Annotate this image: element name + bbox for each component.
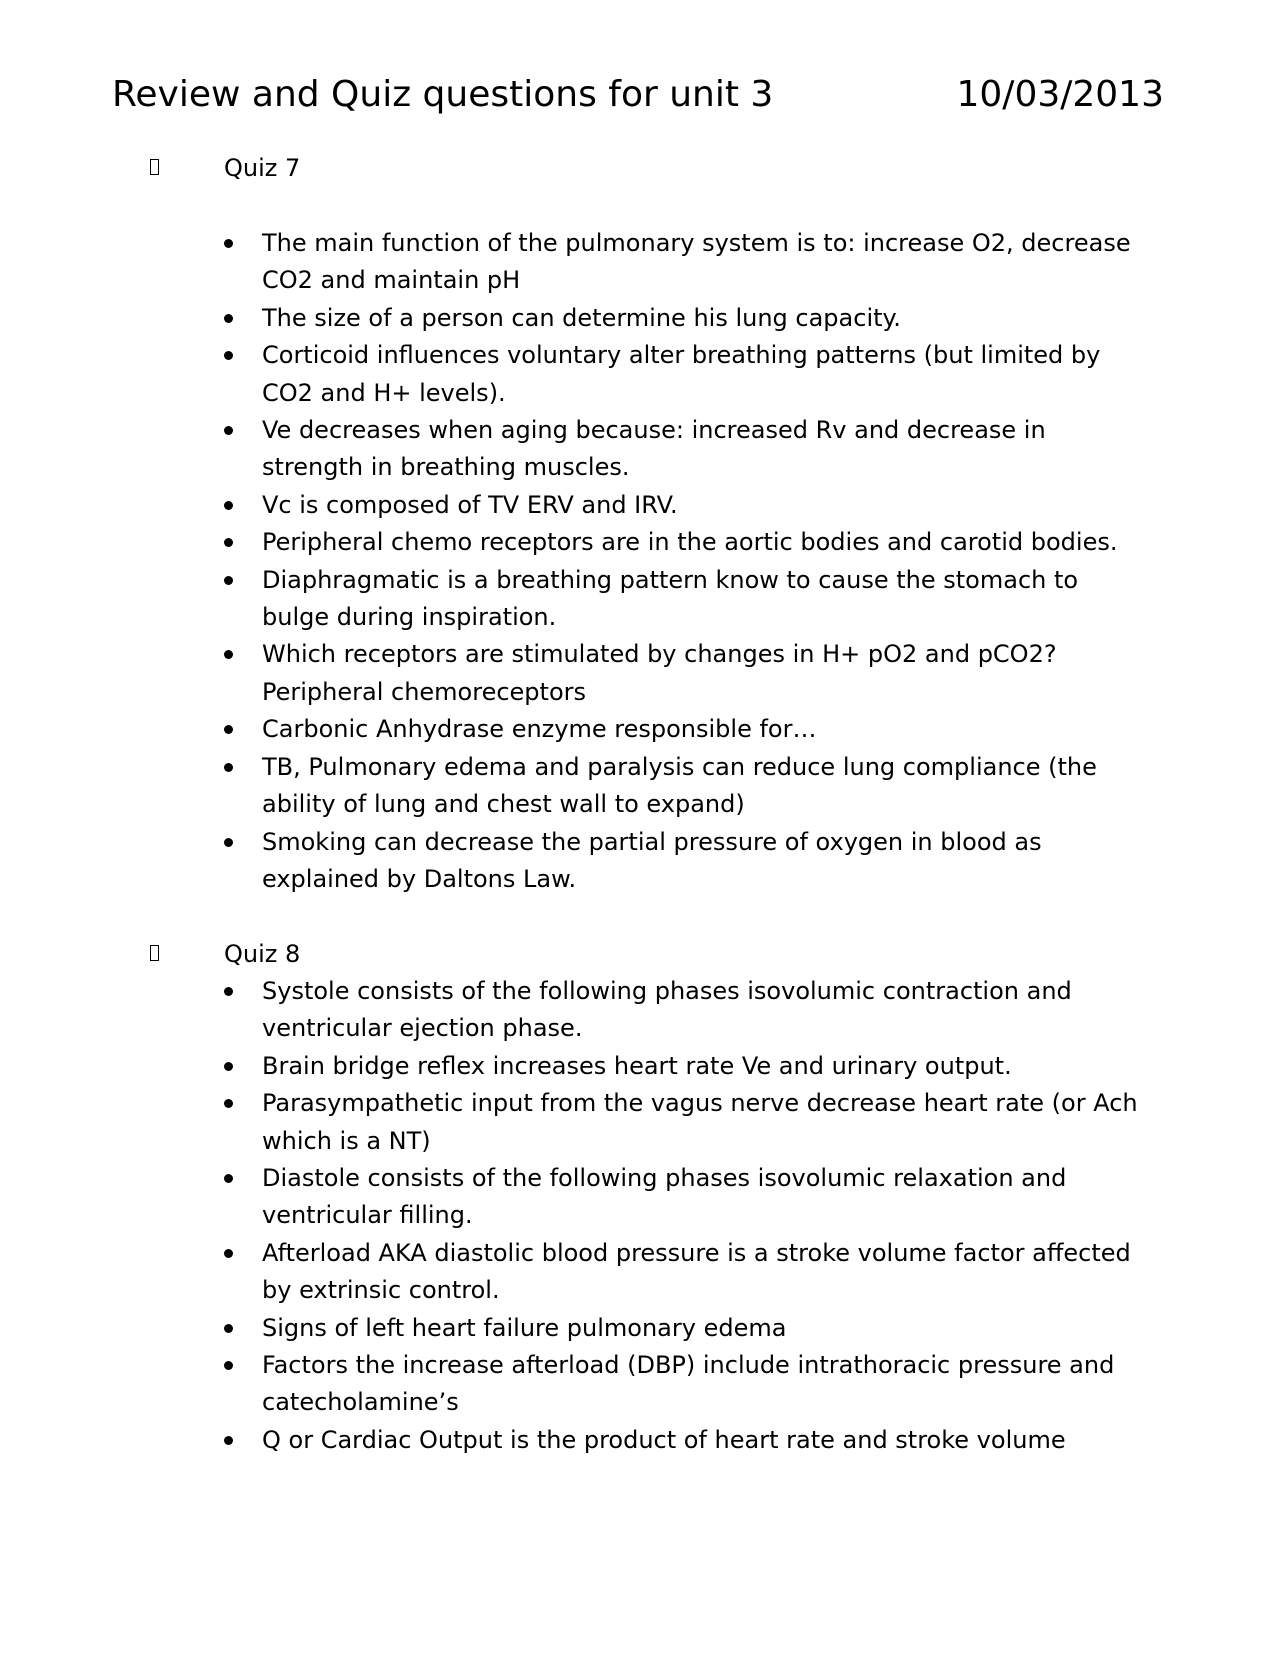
bullet-icon (224, 1436, 233, 1445)
list-item-text: Diaphragmatic is a breathing pattern know to cause the stomach to bulge during inspiration. (262, 565, 1079, 632)
list-item-text: Ve decreases when aging because: increased Rv and decrease in strength in breathing muscles. (262, 416, 1046, 482)
list-item-text: Diastole consists of the following phases isovolumic relaxation and ventricular filling. (262, 1164, 1067, 1230)
bullet-icon (224, 1062, 233, 1071)
bullet-icon (224, 1249, 233, 1258)
list-item (0, 1310, 1138, 1347)
bullet-icon (224, 576, 233, 585)
bullet-icon (224, 650, 233, 659)
list-item-text: Systole consists of the following phases isovolumic contraction and ventricular ejection phase. (262, 977, 1072, 1043)
list-item (0, 1422, 1138, 1459)
list-item-text: The size of a person can determine his lung capacity. (262, 303, 901, 332)
bullet-icon (224, 426, 233, 435)
list-item (0, 1048, 1138, 1085)
list-item (0, 1235, 1138, 1310)
title-row (112, 70, 1164, 120)
list-item-text: Factors the increase afterload (DBP) include intrathoracic pressure and catecholamine’s (262, 1351, 1115, 1417)
list-item (0, 1160, 1138, 1235)
list-item (0, 973, 1138, 1048)
document-date: 10/03/2013 (956, 74, 1164, 115)
list-item-text: Smoking can decrease the partial pressure of oxygen in blood as explained by Daltons Law. (262, 827, 1042, 893)
list-item (0, 636, 1138, 711)
bullet-icon (224, 239, 233, 248)
bullet-icon (224, 1361, 233, 1370)
bullet-icon (224, 351, 233, 360)
bullet-icon (224, 987, 233, 996)
list-item (0, 1085, 1138, 1160)
document-title: Review and Quiz questions for unit 3 (112, 74, 774, 115)
list-item-text: Peripheral chemo receptors are in the aortic bodies and carotid bodies. (262, 528, 1118, 557)
section-heading-label: Quiz 7 (224, 154, 301, 182)
bullet-icon (224, 725, 233, 734)
bullet-icon (224, 763, 233, 772)
list-item-text: Carbonic Anhydrase enzyme responsible for… (262, 715, 817, 744)
bullet-icon (224, 1174, 233, 1183)
list-item-text: Which receptors are stimulated by changes in H+ pO2 and pCO2? Peripheral chemoreceptors (262, 640, 1057, 706)
missing-glyph-icon (150, 945, 159, 961)
list-item (0, 524, 1138, 561)
list-item (0, 412, 1138, 487)
list-item-text: Brain bridge reflex increases heart rate Ve and urinary output. (262, 1051, 1012, 1080)
missing-glyph-icon (150, 159, 159, 175)
list-item (0, 337, 1138, 412)
bullet-icon (224, 538, 233, 547)
list-item (0, 562, 1138, 637)
list-item-text: TB, Pulmonary edema and paralysis can reduce lung compliance (the ability of lung and chest wall to expand) (262, 752, 1097, 819)
list-item (0, 487, 1138, 524)
bullet-icon (224, 501, 233, 510)
bullet-icon (224, 314, 233, 323)
list-item (0, 749, 1138, 824)
list-item (0, 225, 1138, 300)
list-item-text: Afterload AKA diastolic blood pressure is a stroke volume factor affected by extrinsic control. (262, 1238, 1131, 1305)
list-item-text: The main function of the pulmonary system is to: increase O2, decrease CO2 and maintain pH (262, 229, 1131, 295)
bullet-icon (224, 1099, 233, 1108)
quiz-8-list (0, 973, 1280, 1459)
list-item-text: Parasympathetic input from the vagus nerve decrease heart rate (or Ach which is a NT) (262, 1089, 1138, 1155)
bullet-icon (224, 1324, 233, 1333)
list-item-text: Vc is composed of TV ERV and IRV. (262, 490, 678, 519)
list-item-text: Q or Cardiac Output is the product of heart rate and stroke volume (262, 1425, 1066, 1454)
bullet-icon (224, 838, 233, 847)
list-item (0, 711, 1138, 748)
list-item-text: Corticoid influences voluntary alter breathing patterns (but limited by CO2 and H+ levels). (262, 341, 1101, 407)
section-heading-label: Quiz 8 (224, 940, 301, 968)
quiz-7-list (0, 225, 1280, 898)
list-item-text: Signs of left heart failure pulmonary edema (262, 1313, 787, 1342)
list-item (0, 1347, 1138, 1422)
list-item (0, 300, 1138, 337)
list-item (0, 824, 1138, 899)
